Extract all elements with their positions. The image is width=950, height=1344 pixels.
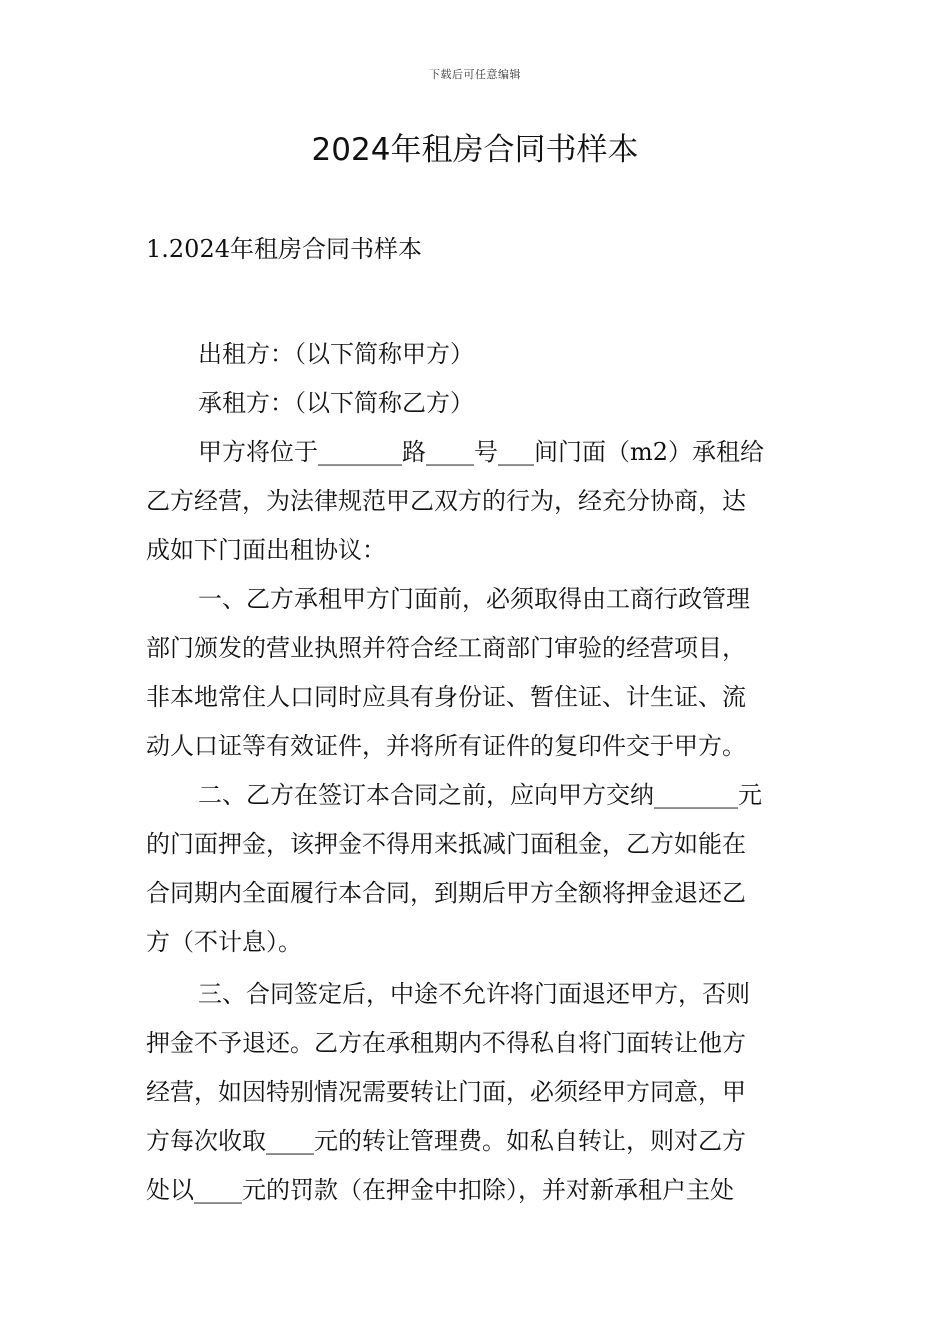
paragraph-line: 的门面押金，该押金不得用来抵减门面租金，乙方如能在: [146, 830, 746, 858]
paragraph-line: 乙方经营，为法律规范甲乙双方的行为，经充分协商，达: [146, 487, 746, 515]
header-note: 下载后可任意编辑: [429, 68, 521, 81]
paragraph-line: 动人口证等有效证件，并将所有证件的复印件交于甲方。: [146, 732, 746, 760]
clause-one-line: 一、乙方承租甲方门面前，必须取得由工商行政管理: [198, 585, 750, 613]
paragraph-line: 甲方将位于_______路____号___间门面（m2）承租给: [198, 438, 765, 466]
contract-body: [146, 330, 810, 1215]
party-a-line: 出租方：（以下简称甲方）: [198, 340, 474, 368]
section-heading: 1.2024年租房合同书样本: [146, 235, 422, 263]
clause-three-line: 三、合同签定后，中途不允许将门面退还甲方，否则: [198, 980, 750, 1008]
paragraph-line: 合同期内全面履行本合同，到期后甲方全额将押金退还乙: [146, 879, 746, 907]
party-b-line: 承租方：（以下简称乙方）: [198, 389, 474, 417]
paragraph-line: 成如下门面出租协议：: [146, 536, 386, 564]
paragraph-line: 非本地常住人口同时应具有身份证、暂住证、计生证、流: [146, 683, 746, 711]
paragraph-line: 押金不予退还。乙方在承租期内不得私自将门面转让他方: [146, 1029, 746, 1057]
paragraph-line: 方（不计息）。: [146, 928, 302, 956]
paragraph-line: 处以____元的罚款（在押金中扣除），并对新承租户主处: [146, 1176, 734, 1204]
document-title: 2024年租房合同书样本: [311, 132, 639, 168]
clause-two-line: 二、乙方在签订本合同之前，应向甲方交纳_______元: [198, 781, 762, 809]
paragraph-line: 经营，如因特别情况需要转让门面，必须经甲方同意，甲: [146, 1078, 746, 1106]
paragraph-line: 部门颁发的营业执照并符合经工商部门审验的经营项目，: [146, 634, 746, 662]
paragraph-line: 方每次收取____元的转让管理费。如私自转让，则对乙方: [146, 1127, 746, 1155]
